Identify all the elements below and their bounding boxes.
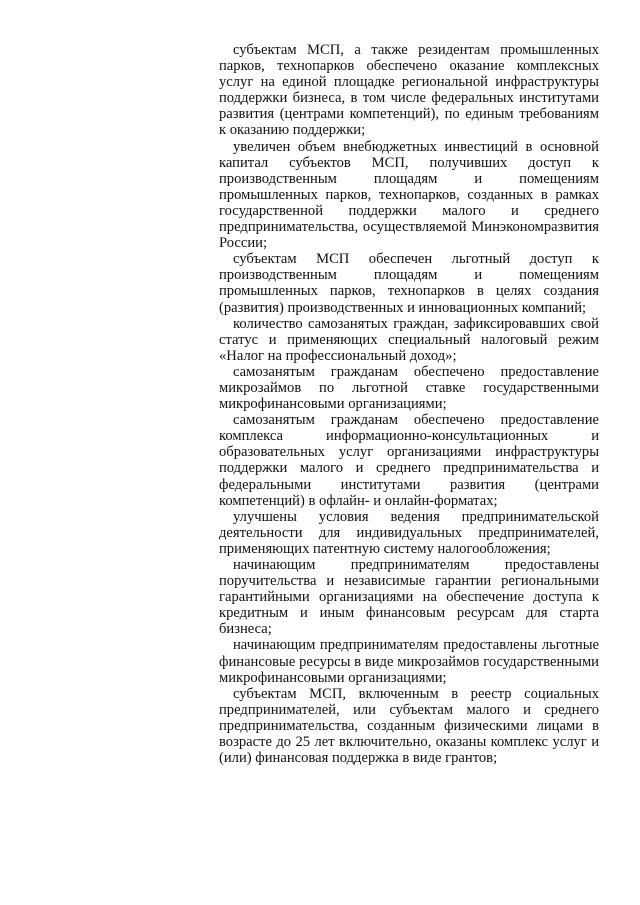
paragraph-8: начинающим предпринимателям предоставлены поручительства и независимые гарантии региональными гарантийными организациями на обеспечение доступа к кредитным и иным финансовым ресурсам для старта бизнеса;: [219, 557, 599, 638]
paragraph-5: самозанятым гражданам обеспечено предоставление микрозаймов по льготной ставке государственными микрофинансовыми организациями;: [219, 363, 599, 413]
paragraph-6: самозанятым гражданам обеспечено предоставление комплекса информационно-консультационных и образовательных услуг организациями инфраструктуры поддержки малого и среднего предпринимательства и федеральными институтами развития (центрами компетенций) в офлайн- и онлайн-форматах;: [219, 412, 599, 509]
paragraph-10: субъектам МСП, включенным в реестр социальных предпринимателей, или субъектам малого и среднего предпринимательства, созданным физическими лицами в возрасте до 25 лет включительно, оказаны комплекс услуг и (или) финансовая поддержка в виде грантов;: [219, 685, 599, 767]
paragraph-9: начинающим предпринимателям предоставлены льготные финансовые ресурсы в виде микрозаймов государственными микрофинансовыми организациями;: [219, 637, 599, 686]
paragraph-7: улучшены условия ведения предпринимательской деятельности для индивидуальных предпринимателей, применяющих патентную систему налогообложения;: [219, 508, 599, 557]
paragraph-3: субъектам МСП обеспечен льготный доступ к производственным площадям и помещениям промышленных парков, технопарков в целях создания (развития) производственных и инновационных компаний;: [219, 251, 599, 316]
paragraph-4: количество самозанятых граждан, зафиксировавших свой статус и применяющих специальный налоговый режим «Налог на профессиональный доход»;: [219, 315, 599, 364]
document-page: [219, 42, 599, 766]
paragraph-1: субъектам МСП, а также резидентам промышленных парков, технопарков обеспечено оказание комплексных услуг на единой площадке региональной инфраструктуры поддержки бизнеса, в том числе федеральных институтами развития (центрами компетенций), по единым требованиям к оказанию поддержки;: [219, 42, 599, 139]
paragraph-2: увеличен объем внебюджетных инвестиций в основной капитал субъектов МСП, получивших доступ к производственным площадям и помещениям промышленных парков, технопарков, созданных в рамках государственной поддержки малого и среднего предпринимательства, осуществляемой Минэкономразвития России;: [219, 138, 599, 252]
